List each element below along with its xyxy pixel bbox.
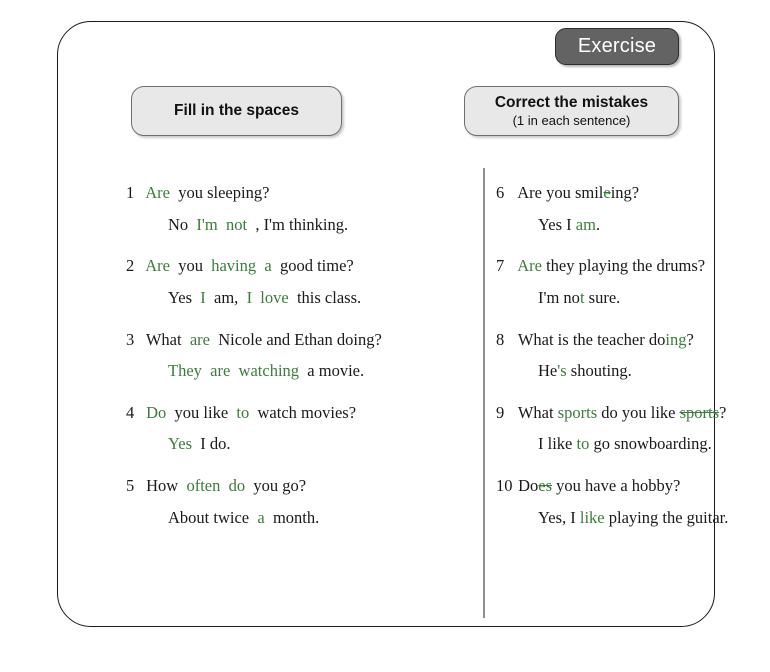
question-line — [126, 256, 471, 277]
question-item — [496, 256, 770, 308]
question-text: What sports do you like sports? — [514, 402, 727, 422]
question-item — [496, 330, 770, 382]
answer-line: Yes I am, I love this class. — [168, 287, 362, 307]
question-item — [126, 403, 471, 455]
column-correct-the-mistakes — [496, 183, 770, 549]
question-line — [496, 183, 770, 204]
header-fill-title: Fill in the spaces — [174, 102, 299, 120]
exercise-badge-label: Exercise — [577, 35, 657, 57]
question-item — [496, 403, 770, 455]
exercise-badge — [555, 28, 679, 65]
column-divider — [483, 168, 485, 618]
question-line — [126, 183, 471, 204]
answer-line: Yes I am. — [538, 214, 601, 234]
question-text: What are Nicole and Ethan doing? — [142, 329, 382, 349]
question-text: Are you sleeping? — [145, 183, 270, 202]
question-number: 6 — [496, 183, 505, 202]
question-number: 9 — [496, 402, 505, 422]
header-correct-subtitle: (1 in each sentence) — [512, 112, 631, 128]
question-number: 7 — [496, 256, 505, 276]
question-item — [496, 476, 770, 528]
question-line — [496, 330, 770, 351]
question-text: Do you like to watch movies? — [146, 402, 357, 422]
question-item — [126, 256, 471, 308]
question-number: 8 — [496, 329, 505, 349]
question-text: What is the teacher doing? — [514, 329, 694, 349]
question-line — [126, 403, 471, 424]
question-line — [126, 476, 471, 497]
question-number: 4 — [126, 402, 135, 422]
question-number: 10 — [496, 476, 513, 495]
answer-line: No I'm not , I'm thinking. — [168, 214, 349, 234]
header-fill-in-the-spaces — [131, 86, 342, 136]
answer-line: Yes, I like playing the guitar. — [538, 507, 729, 527]
answer-line: About twice a month. — [168, 507, 320, 527]
answer-line: He's shouting. — [538, 361, 632, 381]
question-line — [496, 476, 770, 497]
answer-line: They are watching a movie. — [168, 361, 365, 381]
question-number: 2 — [126, 256, 135, 276]
header-correct-the-mistakes — [464, 86, 679, 136]
answer-line: Yes I do. — [168, 434, 231, 454]
question-item — [496, 183, 770, 235]
question-text: Does you have a hobby? — [514, 476, 681, 495]
question-line — [496, 403, 770, 424]
question-number: 3 — [126, 329, 135, 349]
question-number: 5 — [126, 476, 135, 495]
question-text: How often do you go? — [142, 476, 307, 495]
question-item — [126, 183, 471, 235]
answer-line: I'm not sure. — [538, 287, 621, 307]
question-number: 1 — [126, 183, 135, 202]
question-text: Are you smileing? — [514, 183, 640, 202]
answer-line: I like to go snowboarding. — [538, 434, 712, 454]
question-item — [126, 476, 471, 528]
question-text: Are you having a good time? — [145, 256, 354, 276]
question-item — [126, 330, 471, 382]
question-text: Are they playing the drums? — [517, 256, 706, 276]
question-line — [126, 330, 471, 351]
question-line — [496, 256, 770, 277]
header-correct-title: Correct the mistakes — [494, 93, 649, 111]
column-fill-in-the-spaces — [126, 183, 471, 549]
